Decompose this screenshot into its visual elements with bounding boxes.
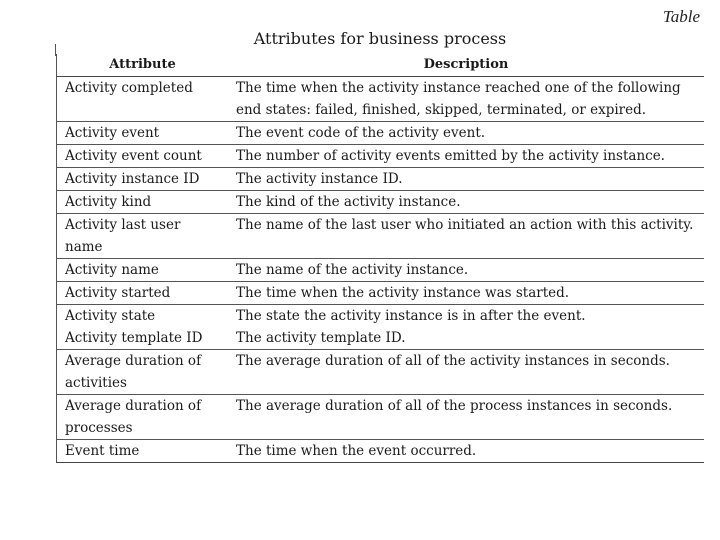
attribute-cell: Average duration of processes xyxy=(57,395,229,440)
header-row xyxy=(57,54,705,77)
attribute-cell: Activity kind xyxy=(57,191,229,214)
attributes-table xyxy=(56,54,704,463)
table-caption: Attributes for business process xyxy=(253,29,507,48)
attribute-cell: Activity template ID xyxy=(57,327,229,350)
table-row xyxy=(57,145,705,168)
header-description: Description xyxy=(228,54,704,77)
attribute-cell: Activity completed xyxy=(57,77,229,122)
attribute-cell: Activity last user name xyxy=(57,214,229,259)
table-row xyxy=(57,191,705,214)
table-row xyxy=(57,350,705,395)
description-cell: The kind of the activity instance. xyxy=(228,191,704,214)
description-cell: The state the activity instance is in after the event. xyxy=(236,308,586,324)
description-cell: The activity template ID. xyxy=(228,327,704,350)
table-label: Table xyxy=(662,7,700,26)
attribute-cell: Activity event count xyxy=(57,145,229,168)
attribute-cell: Activity event xyxy=(57,122,229,145)
attribute-cell: Average duration of activities xyxy=(57,350,229,395)
table-row xyxy=(57,305,705,328)
table-row xyxy=(57,168,705,191)
description-cell: The name of the activity instance. xyxy=(228,259,704,282)
table-row xyxy=(57,259,705,282)
description-cell: The number of activity events emitted by the activity instance. xyxy=(228,145,704,168)
attribute-cell: Activity state xyxy=(65,308,156,324)
description-cell: The event code of the activity event. xyxy=(228,122,704,145)
table-row xyxy=(57,327,705,350)
table-row xyxy=(57,77,705,122)
attribute-cell: Activity started xyxy=(57,282,229,305)
description-cell: The time when the event occurred. xyxy=(228,440,704,463)
table-row xyxy=(57,214,705,259)
description-cell: The activity instance ID. xyxy=(228,168,704,191)
description-cell: The time when the activity instance was started. xyxy=(228,282,704,305)
header-attribute: Attribute xyxy=(57,54,229,77)
description-cell: The average duration of all of the process instances in seconds. xyxy=(228,395,704,440)
attribute-cell: Event time xyxy=(57,440,229,463)
table-row xyxy=(57,440,705,463)
attribute-cell: Activity name xyxy=(57,259,229,282)
description-cell: The name of the last user who initiated an action with this activity. xyxy=(228,214,704,259)
table-row xyxy=(57,122,705,145)
attribute-cell: Activity instance ID xyxy=(57,168,229,191)
description-cell: The time when the activity instance reached one of the following end states: failed, finished, skipped, terminated, or expired. xyxy=(228,77,704,122)
description-cell: The average duration of all of the activity instances in seconds. xyxy=(228,350,704,395)
table-row xyxy=(57,282,705,305)
table-row xyxy=(57,395,705,440)
